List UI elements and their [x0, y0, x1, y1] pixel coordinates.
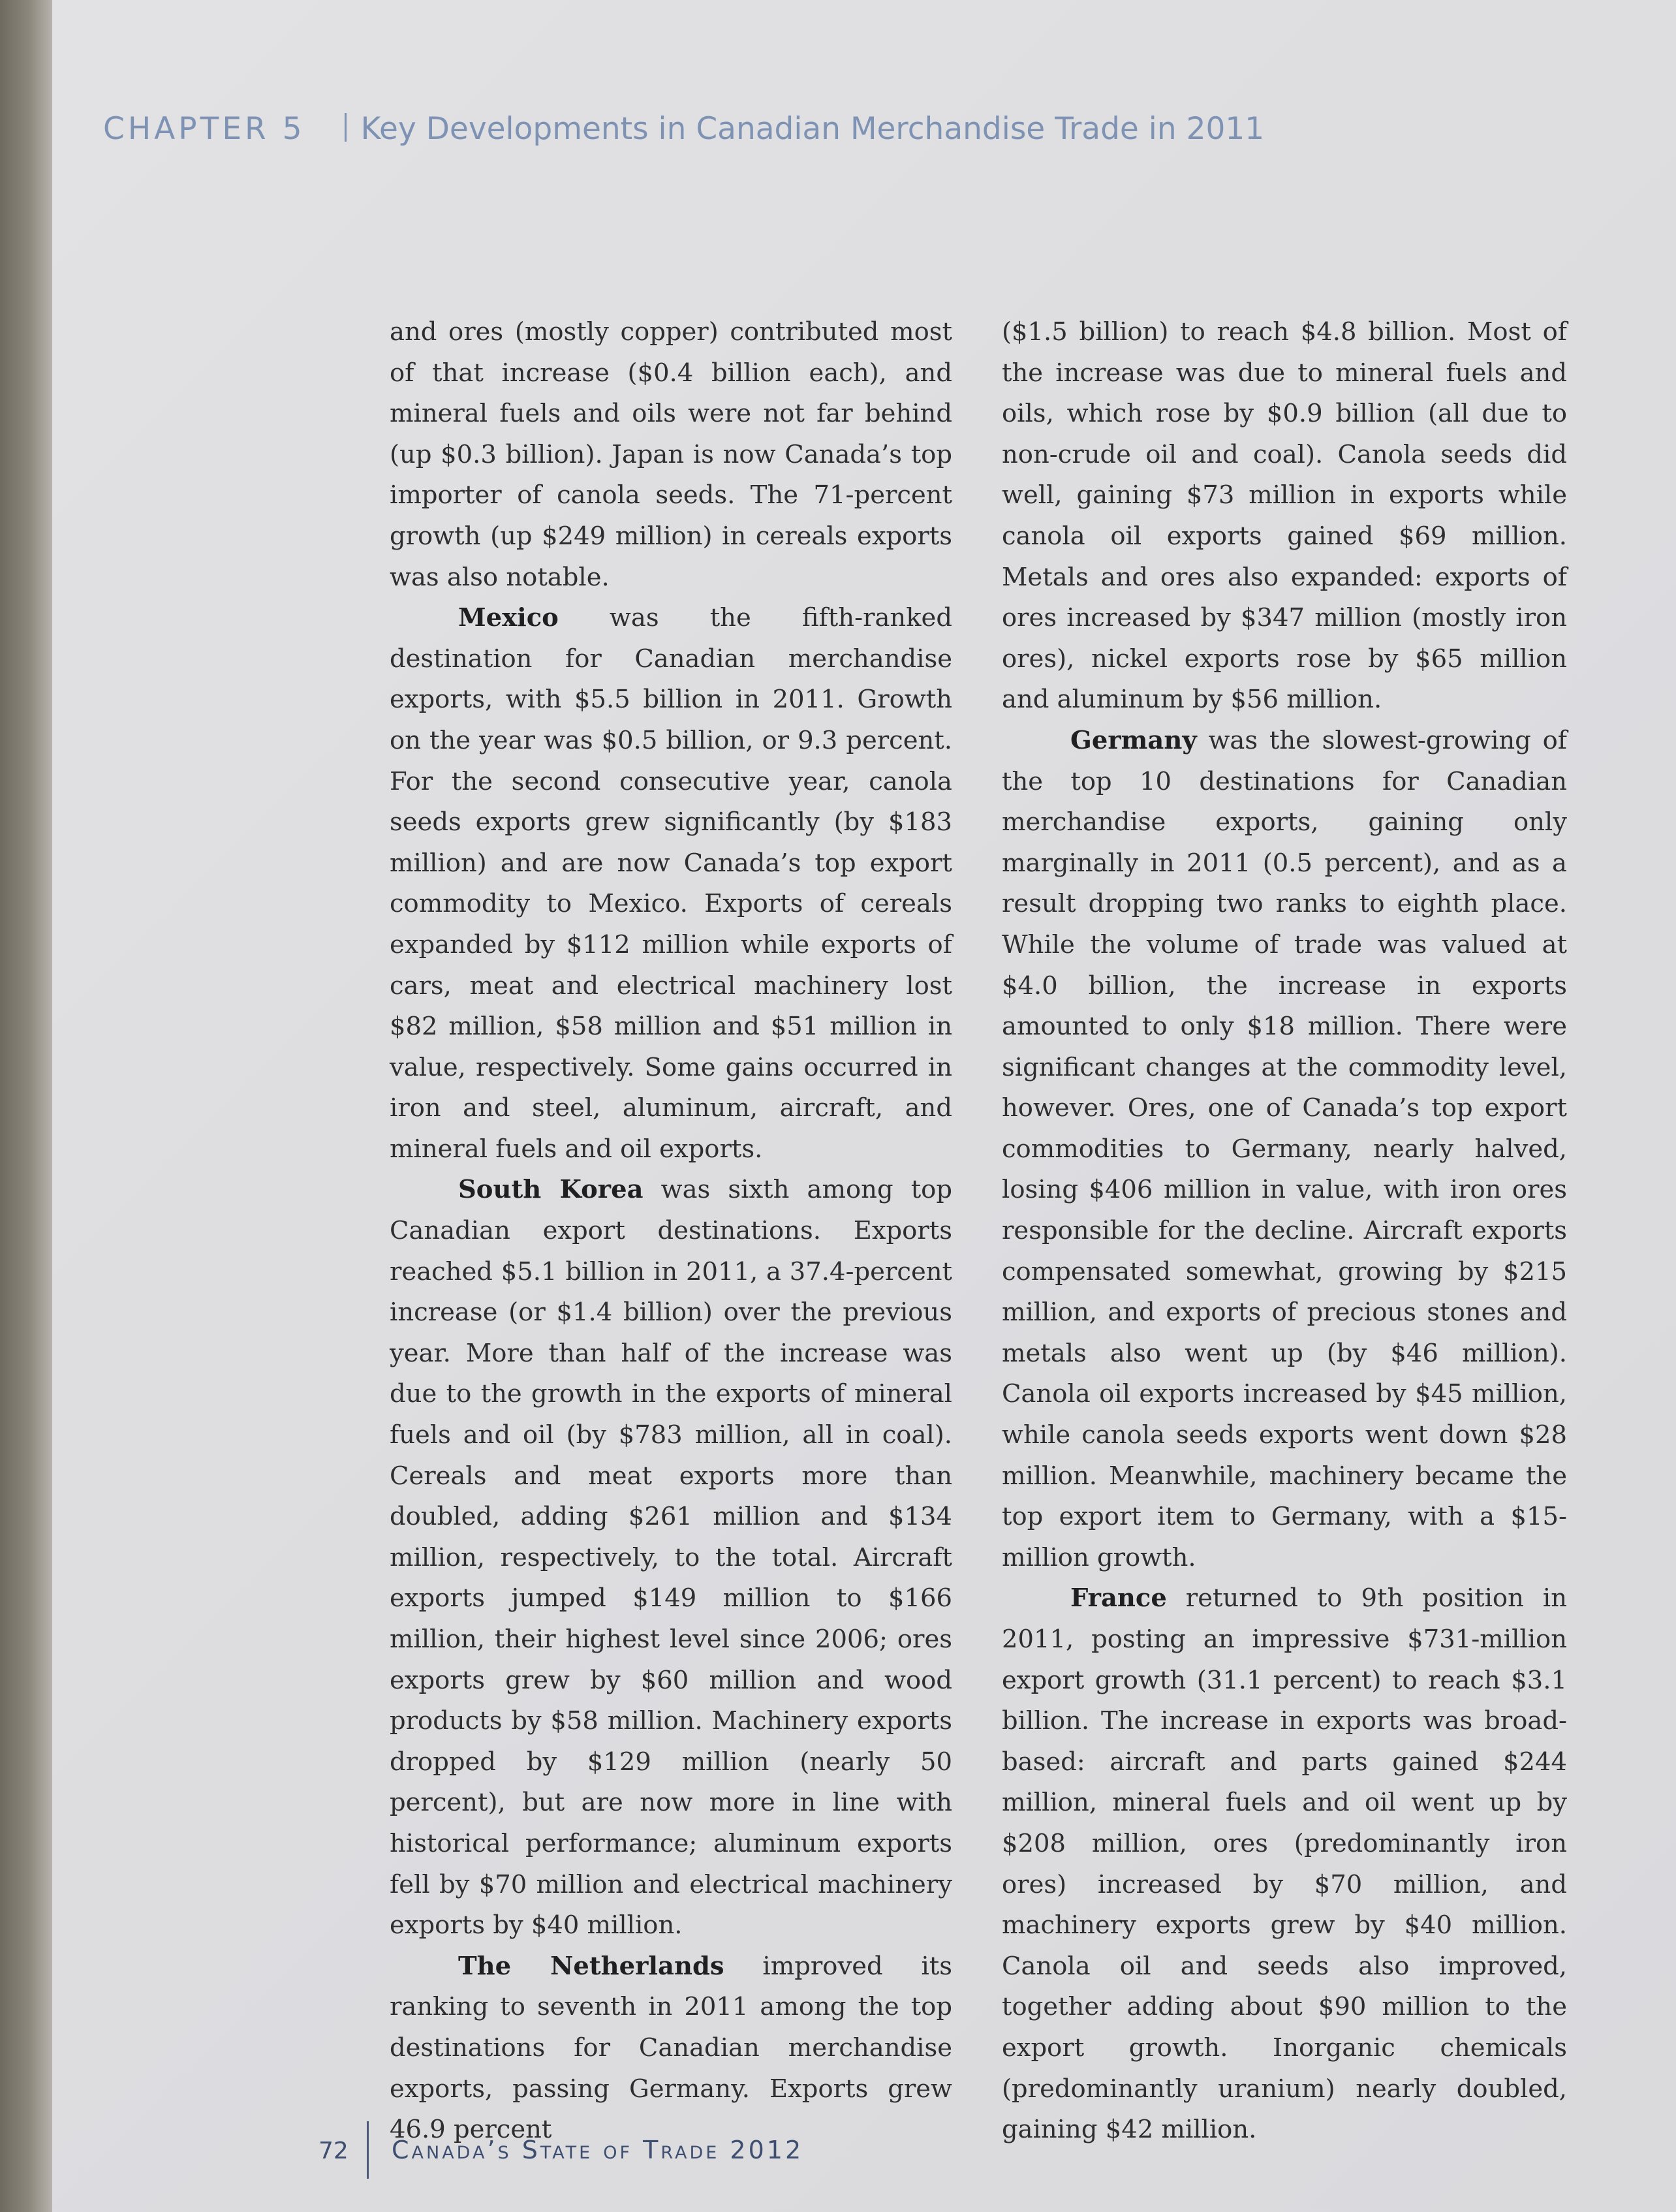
- right-column: [1002, 312, 1567, 2151]
- country-lead: France: [1070, 1583, 1167, 1613]
- chapter-label: CHAPTER 5: [103, 111, 305, 147]
- paragraph-text: was the fifth-ranked destination for Canadian merchandise exports, with $5.5 billion in 2011. Growth on the year was $0.5 billion, or 9.3 percent. For the second consecutive year, canola seeds exports grew significantly (by $183 million) and are now Canada’s top export commodity to Mexico. Exports of cereals expanded by $112 million while exports of cars, meat and electrical machinery lost $82 million, $58 million and $51 million in value, respectively. Some gains occurred in iron and steel, aluminum, aircraft, and mineral fuels and oil exports.: [390, 603, 952, 1164]
- country-lead: Germany: [1070, 725, 1197, 755]
- paragraph-germany: [1002, 721, 1567, 1578]
- paragraph: and ores (mostly copper) contributed most of that increase ($0.4 billion each), and mineral fuels and oils were not far behind (up $0.3 billion). Japan is now Canada’s top importer of canola seeds. The 71-percent growth (up $249 million) in cereals exports was also notable.: [390, 317, 952, 592]
- country-lead: South Korea: [458, 1175, 644, 1205]
- paragraph: ($1.5 billion) to reach $4.8 billion. Most of the increase was due to mineral fuels and oils, which rose by $0.9 billion (all due to non-crude oil and coal). Canola seeds did well, gaining $73 million in exports while canola oil exports gained $69 million. Metals and ores also expanded: exports of ores increased by $347 million (mostly iron ores), nickel exports rose by $65 million and aluminum by $56 million.: [1002, 317, 1567, 715]
- header-separator: [345, 113, 347, 142]
- paragraph-text: improved its ranking to seventh in 2011 among the top destinations for Canadian merchandise exports, passing Germany. Exports grew 46.9 percent: [390, 1951, 953, 2145]
- publication-title: Canada’s State of Trade 2012: [392, 2136, 804, 2164]
- country-lead: Mexico: [458, 603, 559, 633]
- page-number: 72: [318, 2138, 349, 2164]
- paragraph-south-korea: [390, 1170, 952, 1946]
- paragraph-france: [1002, 1578, 1567, 2150]
- paragraph-text: was sixth among top Canadian export destinations. Exports reached $5.1 billion in 2011, a 37.4-percent increase (or $1.4 billion) over the previous year. More than half of the increase was due to the growth in the exports of mineral fuels and oil (by $783 million, all in coal). Cereals and meat exports more than doubled, adding $261 million and $134 million, respectively, to the total. Aircraft exports jumped $149 million to $166 million, their highest level since 2006; ores exports grew by $60 million and wood products by $58 million. Machinery exports dropped by $129 million (nearly 50 percent), but are now more in line with historical performance; aluminum exports fell by $70 million and electrical machinery exports by $40 million.: [390, 1175, 952, 1940]
- book-spine-shadow: [0, 0, 52, 2212]
- page-footer: [52, 2121, 966, 2180]
- footer-separator: [367, 2121, 369, 2179]
- paragraph-text: returned to 9th position in 2011, posting an impressive $731-million export growth (31.1 percent) to reach $3.1 billion. The increase in exports was broad-based: aircraft and parts gained $244 million, mineral fuels and oil went up by $208 million, ores (predominantly iron ores) increased by $70 million, and machinery exports grew by $40 million. Canola oil and seeds also improved, together adding about $90 million to the export growth. Inorganic chemicals (predominantly uranium) nearly doubled, gaining $42 million.: [1002, 1583, 1567, 2145]
- left-column: [390, 312, 952, 2151]
- running-header: [103, 111, 1264, 157]
- paragraph-mexico: [390, 598, 952, 1170]
- paragraph-text: was the slowest-growing of the top 10 destinations for Canadian merchandise exports, gaining only marginally in 2011 (0.5 percent), and as a result dropping two ranks to eighth place. While the volume of trade was valued at $4.0 billion, the increase in exports amounted to only $18 million. There were significant changes at the commodity level, however. Ores, one of Canada’s top export commodities to Germany, nearly halved, losing $406 million in value, with iron ores responsible for the decline. Aircraft exports compensated somewhat, growing by $215 million, and exports of precious stones and metals also went up (by $46 million). Canola oil exports increased by $45 million, while canola seeds exports went down $28 million. Meanwhile, machinery became the top export item to Germany, with a $15-million growth.: [1002, 725, 1567, 1572]
- document-page: [52, 0, 1676, 2212]
- country-lead: The Netherlands: [458, 1951, 724, 1981]
- chapter-title: Key Developments in Canadian Merchandise Trade in 2011: [360, 111, 1265, 147]
- paragraph-netherlands: [390, 1946, 952, 2151]
